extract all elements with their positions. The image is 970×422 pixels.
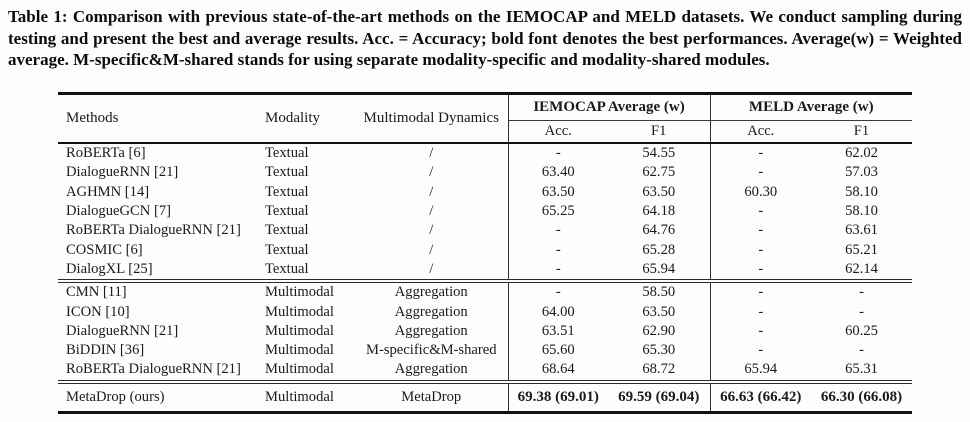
- table-row: [58, 183, 912, 202]
- modality-cell: Multimodal: [265, 303, 334, 320]
- iemocap-f1-cell: 58.50: [642, 284, 676, 301]
- dynamics-cell: /: [429, 183, 434, 200]
- method-cell: RoBERTa [6]: [66, 145, 146, 162]
- iemocap-f1-cell: 64.76: [642, 222, 676, 239]
- table-row: [58, 302, 912, 321]
- dynamics-cell: Aggregation: [394, 284, 468, 301]
- iemocap-acc-cell: -: [508, 281, 608, 302]
- table-body: [58, 143, 912, 412]
- table-caption: Table 1: Comparison with previous state-of-the-art methods on the IEMOCAP and MELD datasets. We conduct sampling during testing and present the best and average results. Acc. = Accuracy; bold font denotes the best performances. Average(w) = Weighted average. M-specific&M-shared stands for using separate modality-specific and modality-shared modules.: [8, 7, 962, 69]
- header-group-row: [58, 94, 912, 121]
- modality-cell: Textual: [265, 203, 309, 220]
- iemocap-f1-cell: 54.55: [642, 145, 676, 162]
- table-row: [58, 341, 912, 360]
- iemocap-acc-cell: 63.40: [508, 163, 608, 182]
- meld-acc-cell: -: [710, 240, 811, 259]
- method-cell: DialogueRNN [21]: [66, 164, 179, 181]
- table-row: [58, 240, 912, 259]
- meld-f1-cell: 65.31: [811, 360, 912, 381]
- dynamics-cell: /: [429, 241, 434, 258]
- iemocap-f1-cell: 65.30: [642, 342, 676, 359]
- table-row: [58, 143, 912, 163]
- iemocap-acc-cell: 69.38 (69.01): [508, 382, 608, 413]
- col-header-iemocap-f1: F1: [608, 121, 710, 144]
- metadrop-row: [58, 382, 912, 413]
- dynamics-cell: /: [429, 203, 434, 220]
- modality-cell: Multimodal: [265, 388, 334, 405]
- meld-acc-cell: -: [710, 202, 811, 221]
- col-header-methods: Methods: [58, 94, 265, 144]
- dynamics-cell: Aggregation: [355, 360, 508, 381]
- iemocap-f1-cell: 63.50: [642, 303, 676, 320]
- table-row: [58, 360, 912, 381]
- modality-cell: Multimodal: [265, 342, 334, 359]
- col-group-iemocap: IEMOCAP Average (w): [508, 94, 710, 121]
- modality-cell: Textual: [265, 145, 309, 162]
- dynamics-cell: /: [355, 260, 508, 281]
- meld-acc-cell: 60.30: [710, 183, 811, 202]
- meld-acc-cell: -: [710, 143, 811, 163]
- col-header-dynamics: Multimodal Dynamics: [355, 94, 508, 144]
- dynamics-cell: Aggregation: [394, 303, 468, 320]
- method-cell: COSMIC [6]: [66, 241, 143, 258]
- method-cell: BiDDIN [36]: [66, 342, 145, 359]
- iemocap-acc-cell: -: [508, 143, 608, 163]
- table-header: [58, 94, 912, 144]
- method-cell: DialogXL [25]: [58, 260, 265, 281]
- modality-cell: Textual: [265, 183, 309, 200]
- method-cell: CMN [11]: [66, 284, 127, 301]
- method-cell: DialogueRNN [21]: [66, 322, 179, 339]
- meld-acc-cell: 65.94: [710, 360, 811, 381]
- iemocap-f1-cell: 68.72: [608, 360, 710, 381]
- dynamics-cell: M-specific&M-shared: [366, 342, 497, 359]
- col-group-meld: MELD Average (w): [710, 94, 912, 121]
- meld-f1-cell: 60.25: [845, 322, 878, 339]
- method-cell: RoBERTa DialogueRNN [21]: [66, 222, 241, 239]
- iemocap-f1-cell: 64.18: [642, 203, 676, 220]
- meld-f1-cell: 65.21: [845, 241, 878, 258]
- method-cell: MetaDrop (ours): [66, 388, 165, 405]
- iemocap-f1-cell: 63.50: [642, 183, 676, 200]
- meld-acc-cell: -: [710, 163, 811, 182]
- iemocap-acc-cell: 64.00: [508, 302, 608, 321]
- meld-acc-cell: -: [710, 281, 811, 302]
- meld-f1-cell: 57.03: [845, 164, 878, 181]
- meld-acc-cell: -: [710, 302, 811, 321]
- iemocap-acc-cell: -: [508, 240, 608, 259]
- modality-cell: Multimodal: [265, 322, 334, 339]
- iemocap-f1-cell: 65.94: [608, 260, 710, 281]
- dynamics-cell: /: [429, 164, 434, 181]
- table-row: [58, 281, 912, 302]
- table-row: [58, 202, 912, 221]
- dynamics-cell: /: [429, 222, 434, 239]
- iemocap-acc-cell: -: [508, 260, 608, 281]
- meld-f1-cell: -: [859, 303, 864, 320]
- modality-cell: Textual: [265, 260, 355, 281]
- col-header-modality: Modality: [265, 94, 355, 144]
- iemocap-f1-cell: 62.90: [642, 322, 676, 339]
- meld-acc-cell: -: [710, 341, 811, 360]
- meld-f1-cell: 58.10: [845, 183, 878, 200]
- col-header-meld-acc: Acc.: [710, 121, 811, 144]
- meld-acc-cell: -: [710, 221, 811, 240]
- meld-f1-cell: 66.30 (66.08): [820, 388, 903, 405]
- table-row: [58, 221, 912, 240]
- modality-cell: Textual: [265, 222, 309, 239]
- table-row: [58, 163, 912, 182]
- col-header-meld-f1: F1: [811, 121, 912, 144]
- iemocap-acc-cell: 65.60: [508, 341, 608, 360]
- modality-cell: Textual: [265, 164, 309, 181]
- results-table: [58, 92, 912, 414]
- table-row: [58, 260, 912, 281]
- meld-f1-cell: 63.61: [845, 222, 878, 239]
- modality-cell: Multimodal: [265, 360, 355, 381]
- iemocap-acc-cell: 65.25: [508, 202, 608, 221]
- iemocap-acc-cell: 63.51: [508, 322, 608, 341]
- meld-f1-cell: 62.14: [811, 260, 912, 281]
- dynamics-cell: MetaDrop: [401, 388, 462, 405]
- meld-f1-cell: 58.10: [845, 203, 878, 220]
- iemocap-acc-cell: 68.64: [508, 360, 608, 381]
- iemocap-acc-cell: -: [508, 221, 608, 240]
- iemocap-f1-cell: 69.59 (69.04): [618, 388, 700, 405]
- meld-f1-cell: -: [859, 342, 864, 359]
- method-cell: RoBERTa DialogueRNN [21]: [58, 360, 265, 381]
- dynamics-cell: Aggregation: [394, 322, 468, 339]
- method-cell: DialogueGCN [7]: [66, 203, 171, 220]
- iemocap-f1-cell: 65.28: [642, 241, 676, 258]
- dynamics-cell: /: [429, 145, 434, 162]
- meld-acc-cell: 66.63 (66.42): [710, 382, 811, 413]
- method-cell: AGHMN [14]: [66, 183, 150, 200]
- iemocap-f1-cell: 62.75: [642, 164, 676, 181]
- table-row: [58, 322, 912, 341]
- col-header-iemocap-acc: Acc.: [508, 121, 608, 144]
- meld-acc-cell: -: [710, 260, 811, 281]
- meld-f1-cell: 62.02: [845, 145, 878, 162]
- modality-cell: Multimodal: [265, 284, 334, 301]
- method-cell: ICON [10]: [66, 303, 130, 320]
- iemocap-acc-cell: 63.50: [508, 183, 608, 202]
- meld-acc-cell: -: [710, 322, 811, 341]
- meld-f1-cell: -: [859, 284, 864, 301]
- modality-cell: Textual: [265, 241, 309, 258]
